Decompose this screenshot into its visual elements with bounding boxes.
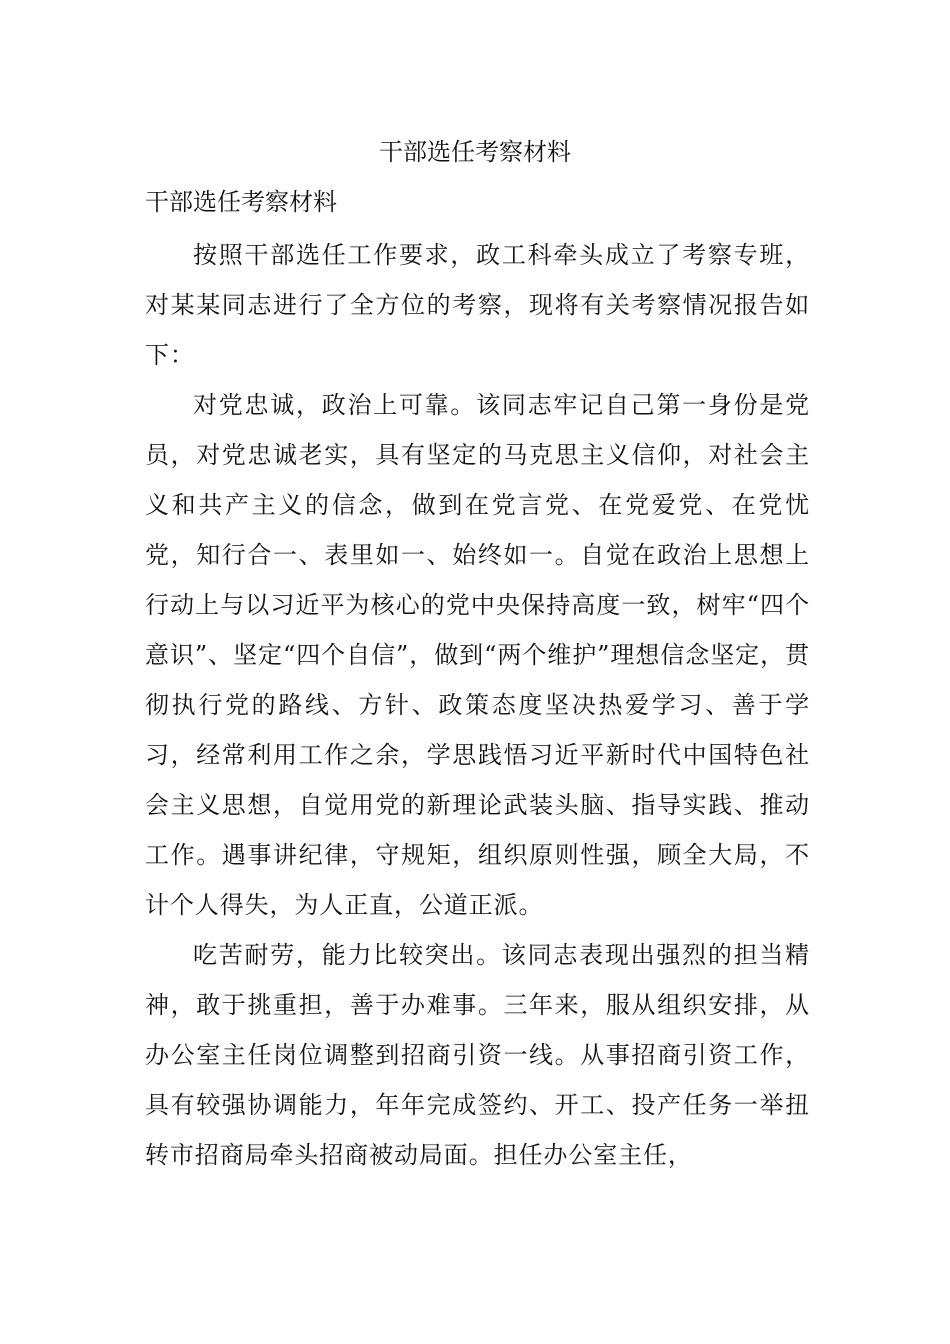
document-subtitle: 干部选任考察材料 bbox=[145, 188, 337, 216]
paragraph-intro: 按照干部选任工作要求，政工科牵头成立了考察专班，对某某同志进行了全方位的考察，现将有关考察情况报告如下： bbox=[145, 241, 810, 369]
paragraph-political-loyalty: 对党忠诚，政治上可靠。该同志牢记自己第一身份是党员，对党忠诚老实，具有坚定的马克思主义信仰，对社会主义和共产主义的信念，做到在党言党、在党爱党、在党忧党，知行合一、表里如一、始终如一。自觉在政治上思想上行动上与以习近平为核心的党中央保持高度一致，树牢“四个意识”、坚定“四个自信”，做到“两个维护”理想信念坚定，贯彻执行党的路线、方针、政策态度坚决热爱学习、善于学习，经常利用工作之余，学思践悟习近平新时代中国特色社会主义思想，自觉用党的新理论武装头脑、指导实践、推动工作。遇事讲纪律，守规矩，组织原则性强，顾全大局，不计个人得失，为人正直，公道正派。 bbox=[145, 391, 810, 919]
paragraph-work-ability: 吃苦耐劳，能力比较突出。该同志表现出强烈的担当精神，敢于挑重担，善于办难事。三年来，服从组织安排，从办公室主任岗位调整到招商引资一线。从事招商引资工作，具有较强协调能力，年年完成签约、开工、投产任务一举扭转市招商局牵头招商被动局面。担任办公室主任， bbox=[145, 941, 810, 1169]
document-body bbox=[145, 182, 810, 1180]
page-title: 干部选任考察材料 bbox=[379, 138, 571, 166]
